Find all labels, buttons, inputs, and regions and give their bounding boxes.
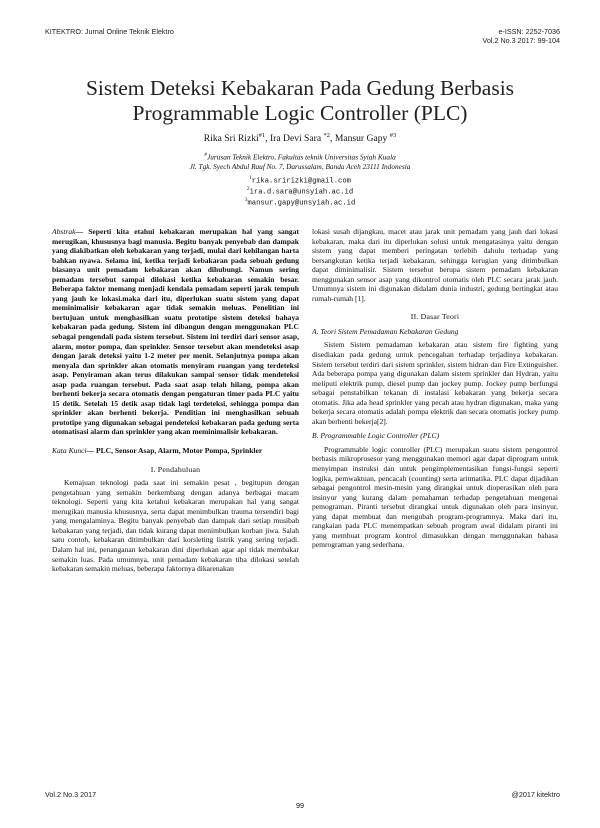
issn: e-ISSN: 2252-7036 (498, 27, 560, 36)
title-line-2: Programmable Logic Controller (PLC) (132, 101, 468, 125)
journal-header: KITEKTRO: Jurnal Online Teknik Elektro (45, 27, 174, 36)
introduction-paragraph-continued: lokasi susah dijangkau, macet atau jarak unit pemadam yang jauh dari lokasi kebakaran, maka dari itu diperlukan solusi untuk mengatasinya yaitu dengan sistem yang dapat memberi peringatan terlebih dahulu terhadap yang bersangkutan ketika terjadi kebakaran, sehingga kerugian yang ditimbulkan dapat diminimalisir. Sistem tersebut berupa sistem pemadam kebakaran menggunakan sensor asap yang dikontrol otomatis oleh PLC secara jarak jauh. Umumnya sistem ini digunakan didalam dunia industri, gedung bertingkat atau rumah-rumah [1]. (312, 227, 558, 303)
author-2-mark: *2 (323, 132, 331, 139)
right-column (312, 227, 558, 550)
author-3-mark: #3 (389, 132, 397, 139)
email-3-address: mansur.gapy@unsyiah.ac.id (247, 199, 356, 208)
introduction-paragraph: Kemajuan teknologi pada saat ini semakin pesat , begitupun dengan pengetahuan yang semakin berkembang dengan adanya berbagai macam teknologi. Seperti yang kita ketahui kebakaran merupakan hal yang sangat merugikan manusia khususnya, serta dapat menimbulkan trauma tersendiri bagi yang mengalaminya. Begitu banyak penyebab dan dampak dari setiap musibah kebakaran yang terjadi, dan tidak kurang dapat menimbulkan korban jiwa. Salah satu contoh, kebakaran ditimbulkan dari korsleting listrik yang sering terjadi. Dalam hal ini, penanganan kebakaran dini diperlukan agar api tidak membakar semakin luas. Pada umumnya, unit pemadam kebakaran tiba dilokasi setelah kebakaran semakin meluas, beberapa faktornya dikarenakan (52, 478, 299, 574)
abstract-label: Abstrak (52, 227, 76, 236)
subsection-b-heading: B. Programmable Logic Controller (PLC) (312, 431, 440, 441)
section-heading-introduction: I. Pendahuluan (150, 464, 201, 474)
left-column (52, 227, 299, 574)
affiliation-address: Jl. Tgk. Syech Abdul Rauf No. 7, Darussalam, Banda Aceh 23111 Indonesia (189, 162, 411, 171)
title-line-1: Sistem Deteksi Kebakaran Pada Gedung Berbasis (85, 76, 515, 100)
email-2-mark: 2 (246, 186, 250, 192)
email-1-mark: 1 (249, 175, 252, 181)
issn-header (482, 27, 560, 45)
index-terms-label: Kata Kunci (52, 446, 87, 456)
affiliation-1 (40, 151, 560, 162)
subsection-a-paragraph: Sistem Sistem pemadaman kebakaran atau sistem fire fighting yang disediakan pada gedung untuk pencegahan terhadap terjadinya kebakaran. Sistem tersebut terdiri dari sistem sprinkler, sistem hidran dan Fire Extinguisher. Ada beberapa pompa yang digunakan dalam sistem sprinkler dan Hydran, yaitu meliputi elektrik pump, diesel pump dan jockey pump. Jockey pump berfungsi sebagai penstabilkan tekanan di instalasi kebakaran yang bekerja secara otomatis. Jika ada head sprinkler yang pecah atau hydran digunakan, maka yang bekerja secara otomatis adalah pompa elektrik dan secara otomatis jockey pump akan berhenti bekerja[2]. (312, 340, 558, 426)
index-terms (52, 446, 299, 456)
subsection-a-heading: A. Teori Sistem Pemadaman Kebakaran Gedung (312, 326, 459, 336)
affiliation-mark: # (204, 152, 207, 158)
section-heading-theory: II. Dasar Teori (410, 312, 460, 322)
email-3-mark: 3 (244, 197, 248, 203)
abstract (52, 227, 299, 437)
affiliation-name: Jurusan Teknik Elektro, Fakultas teknik Universitas Syiah Kuala (207, 152, 396, 162)
email-2-address: ira.d.sara@unsyiah.ac.id (249, 188, 354, 197)
author-list: Rika Sri Rizki$^{\#1}$, Ira Devi Sara $^{*2}$, Mansur Gapy $^{\#3}$ (203, 132, 397, 145)
email-3 (40, 196, 560, 209)
abstract-text: — Seperti kita etahui kebakaran merupakan hal yang sangat merugikan, khususnya bagi manusia. Begitu banyak penyebab dan dampak yang diakibatkan oleh kebakaran yang terjadi, mulai dari kehilangan harta bahkan nyawa. Selama ini, ketika terjadi kebakaran pada sebuah gedung biasanya unit pemadam kebakaran akan dihubungi. Namun sering pemadam tersebut sampai dilokasi ketika kebakaran semakin besar. Beberapa faktor memang menjadi kendala pemadam seperti jarak tempuh yang jauh ke lokasi.maka dari itu, diperlukan suatu sistem yang dapat meminimalisir kebakaran agar tidak semakin meluas. Penelitian ini bertujuan untuk menghasilkan suatu prototipe sistem deteksi bahaya kebakaran pada gedung. Sistem ini dibangun dengan menggunakan PLC sebagai pengendali pada sistem tersebut. Sistem ini terdiri dari sensor asap, alarm, motor pompa, dan sprinkler. Sensor tersebut akan mendeteksi asap dengan jarak deteksi yaitu 1-2 meter per menit. Selanjutnya pompa akan menyala dan sprinkler akan otomatis menyiram ruangan yang terdeteksi asap. Penyiraman akan terus dilakukan sampai sensor tidak mendeteksi asap pada ruangan tersebut. Pada saat asap telah hilang, pompa akan berhenti bekerja secara otomatis dengan pengaturan timer pada PLC yaitu 15 detik. Setelah 15 detik asap tidak lagi terdeteksi, sehingga pompa dan sprinkler akan berhenti bekerja. Penditian ini menghasilkan sebuah prototipe yang digunakan sebagai pendeteksi kebakaran pada gedung serta otomatisasi alarm dan sprinkler yang akan meminimalisir kebakaran. (52, 227, 299, 437)
subsection-b-paragraph: Programmable logic controller (PLC) merupakan suatu sistem pengontrol berbasis mikroprosesor yang menggunakan memori agar dapat diprogram untuk menyimpan instruksi dan untuk pengimplementasikan fungsi-fungsi seperti logika, pemwaktuan, pencacah (counting) serta aritmatika. PLC dapat dijadikan sebagai pengontrol mesin-mesin yang dirangkai untuk dioperasikan oleh para insinyur yang kurang dalam pemahaman terhadap pengetahuan mengenai pemograman. Piranti tersebut dirangkai untuk digunakan oleh para insinyur, yang dapat membuat dan mengubah program-programnya. Maka dari itu, rangkaian pada PLC menempatkan sebuah program awal didalam piranti ini yang membuat program kontrol dimasukkan dengan menggunakan bahasa pemrograman yang sederhana. (312, 444, 558, 550)
paper-title (40, 76, 560, 126)
footer-copyright: @2017 kitektro (511, 790, 560, 799)
author-1-mark: #1 (258, 132, 266, 139)
index-terms-text: — PLC, Sensor Asap, Alarm, Motor Pompa, Sprinkler (86, 446, 263, 456)
page-number: 99 (296, 801, 304, 810)
author-2: Ira Devi Sara (269, 133, 322, 145)
author-1: Rika Sri Rizki (203, 133, 259, 145)
email-1-address: rika.sririzki@gmail.com (251, 177, 351, 186)
volume-info: Vol.2 No.3 2017: 99-104 (482, 36, 560, 45)
footer-volume: Vol.2 No.3 2017 (45, 790, 97, 799)
author-3: Mansur Gapy (334, 133, 388, 145)
